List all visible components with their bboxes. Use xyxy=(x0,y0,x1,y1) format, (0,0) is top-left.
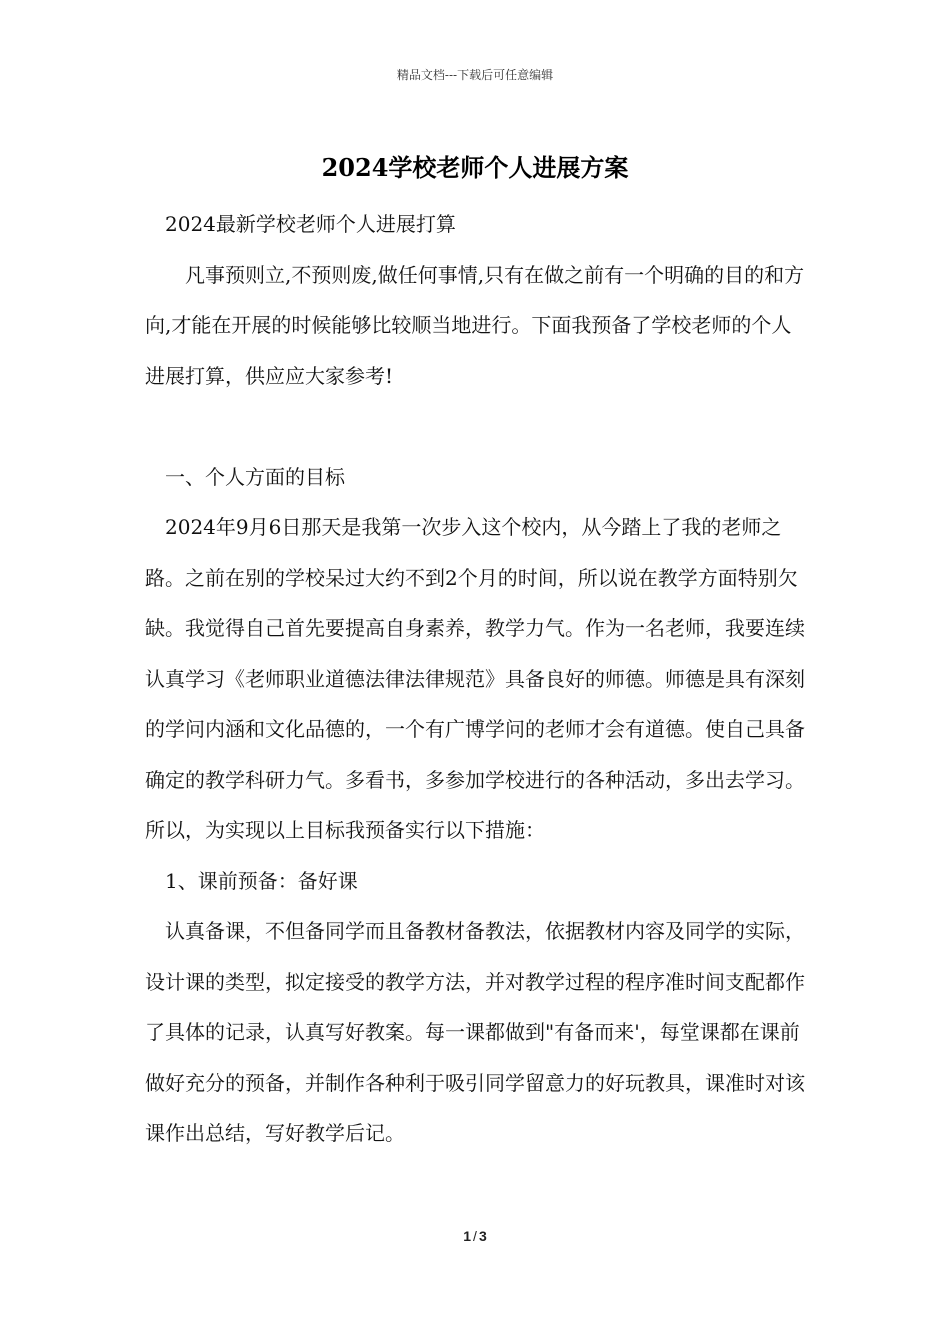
page-total: 3 xyxy=(478,1228,487,1244)
document-body xyxy=(145,199,810,1159)
blank-line xyxy=(145,401,810,452)
page-separator: / xyxy=(473,1228,477,1244)
section-paragraph: 2024年9月6日那天是我第一次步入这个校内，从今踏上了我的老师之路。之前在别的学校呆过大约不到2个月的时间，所以说在教学方面特别欠缺。我觉得自己首先要提高自身素养，教学力气。作为一名老师，我要连续认真学习《老师职业道德法律法律规范》具备良好的师德。师德是具有深刻的学问内涵和文化品德的，一个有广博学问的老师才会有道德。使自己具备确定的教学科研力气。多看书，多参加学校进行的各种活动，多出去学习。所以，为实现以上目标我预备实行以下措施： xyxy=(145,515,805,842)
section-heading: 一、个人方面的目标 xyxy=(165,464,345,489)
item-heading: 1、课前预备：备好课 xyxy=(165,868,358,893)
subtitle: 2024最新学校老师个人进展打算 xyxy=(165,212,456,236)
header-note: 精品文档---下载后可任意编辑 xyxy=(396,68,554,82)
intro-paragraph: 凡事预则立,不预则废,做任何事情,只有在做之前有一个明确的目的和方向,才能在开展的时候能够比较顺当地进行。下面我预备了学校老师的个人进展打算，供应应大家参考! xyxy=(145,262,805,388)
page-number xyxy=(0,1228,950,1244)
item-paragraph: 认真备课，不但备同学而且备教材备教法，依据教材内容及同学的实际，设计课的类型，拟定接受的教学方法，并对教学过程的程序准时间支配都作了具体的记录，认真写好教案。每一课都做到"有备而来'，每堂课都在课前做好充分的预备，并制作各种利于吸引同学留意力的好玩教具，课准时对该课作出总结，写好教学后记。 xyxy=(145,919,805,1145)
document-title: 2024学校老师个人进展方案 xyxy=(321,153,629,182)
page-current: 1 xyxy=(463,1228,472,1244)
